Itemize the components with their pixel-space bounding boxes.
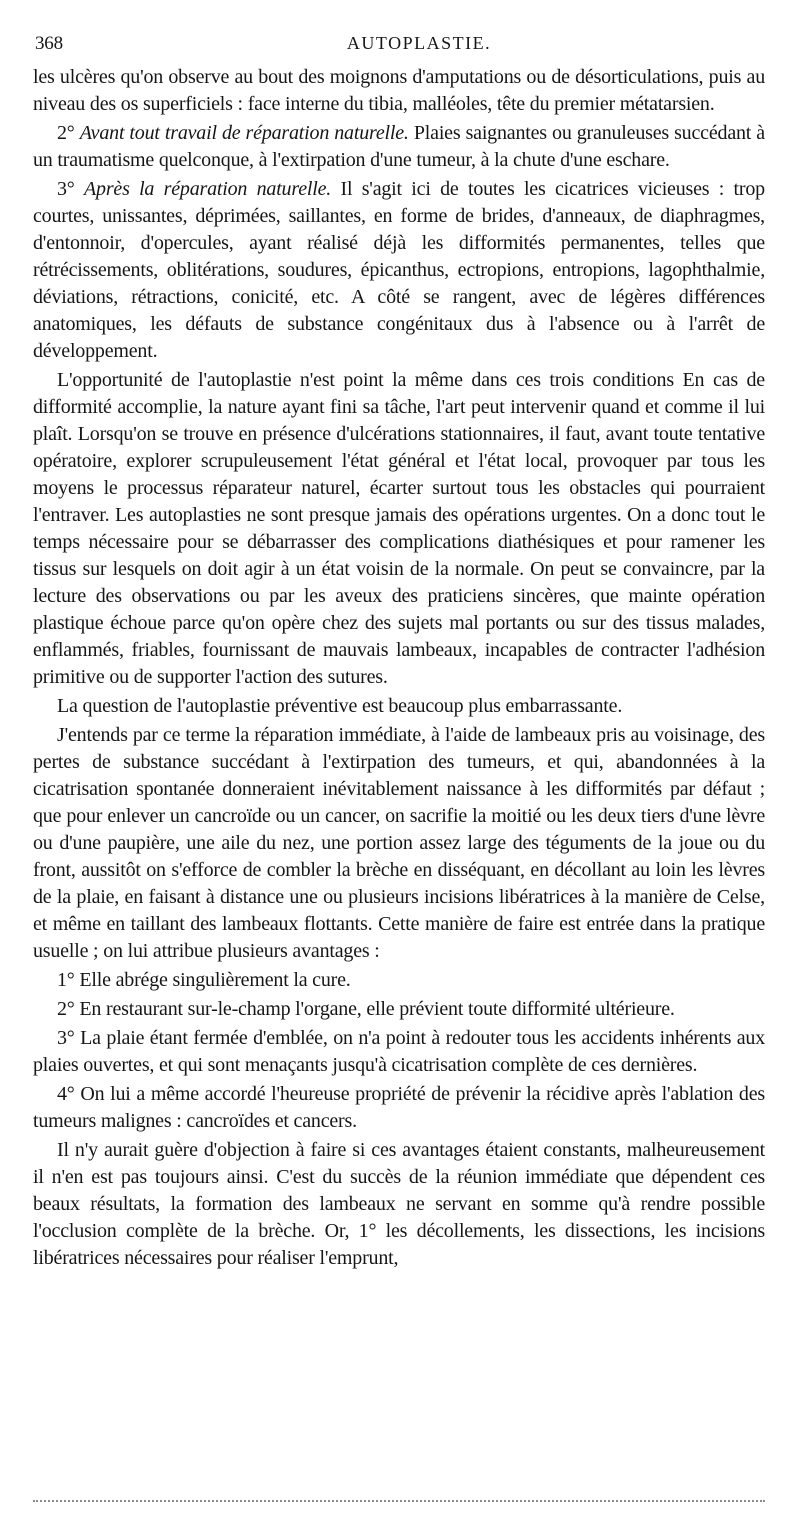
list-item-2: 2° En restaurant sur-le-champ l'organe, elle prévient toute difformité ultérieure.: [57, 998, 675, 1020]
paragraph-5: La question de l'autoplastie préventive est beaucoup plus embarrassante.: [57, 695, 623, 717]
item-heading: Après la réparation naturelle.: [84, 178, 332, 200]
footer-dotted-rule: [33, 1500, 765, 1502]
list-item-3: 3° La plaie étant fermée d'emblée, on n'a point à redouter tous les accidents inhérents aux plaies ouvertes, et qui sont menaçants jusqu'à cicatrisation complète de ces dernières.: [33, 1027, 765, 1076]
item-text: Il s'agit ici de toutes les cicatrices vicieuses : trop courtes, unissantes, déprimées, saillantes, en forme de brides, d'anneaux, de diaphragmes, d'entonnoir, d'opercules, ayant réalisé déjà les difformités permanentes, telles que rétrécissements, oblitérations, soudures, épicanthus, ectropions, entropions, lagophthalmie, déviations, rétractions, conicité, etc. A côté se rangent, avec de légères différences anatomiques, les défauts de substance congénitaux dus à l'absence ou à l'arrêt de développement.: [33, 178, 765, 362]
item-heading: Avant tout travail de réparation naturelle.: [79, 122, 409, 144]
paragraph-3: [33, 176, 765, 365]
paragraph-1: les ulcères qu'on observe au bout des moignons d'amputations ou de désorticulations, puis au niveau des os superficiels : face interne du tibia, malléoles, tête du premier métatarsien.: [33, 66, 765, 115]
list-item-4: 4° On lui a même accordé l'heureuse propriété de prévenir la récidive après l'ablation des tumeurs malignes : cancroïdes et cancers.: [33, 1083, 765, 1132]
item-number: 2°: [57, 122, 75, 144]
paragraph-7: Il n'y aurait guère d'objection à faire si ces avantages étaient constants, malheureusement il n'en est pas toujours ainsi. C'est du succès de la réunion immédiate que dépendent ces beaux résultats, la formation des lambeaux ne servant en somme qu'à rendre possible l'occlusion complète de la brèche. Or, 1° les décollements, les dissections, les incisions libératrices nécessaires pour réaliser l'emprunt,: [33, 1139, 765, 1269]
list-item-1: 1° Elle abrége singulièrement la cure.: [57, 969, 351, 991]
page-header: [33, 30, 765, 60]
paragraph-2: [33, 120, 765, 174]
item-number: 3°: [57, 178, 75, 200]
paragraph-4: L'opportunité de l'autoplastie n'est point la même dans ces trois conditions En cas de difformité accomplie, la nature ayant fini sa tâche, l'art peut intervenir quand et comme il lui plaît. Lorsqu'on se trouve en présence d'ulcérations stationnaires, il faut, avant toute tentative opératoire, explorer scrupuleusement l'état général et l'état local, provoquer par tous les moyens le processus réparateur naturel, écarter surtout tous les obstacles qui pourraient l'entraver. Les autoplasties ne sont presque jamais des opérations urgentes. On a donc tout le temps nécessaire pour se débarrasser des complications diathésiques et pour ramener les tissus sur lesquels on doit agir à un état voisin de la normale. On peut se convaincre, par la lecture des observations ou par les aveux des praticiens sincères, que mainte opération plastique échoue parce qu'on opère chez des sujets mal portants ou sur des tissus malades, enflammés, friables, fournissant de mauvais lambeaux, incapables de contracter l'adhésion primitive ou de supporter l'action des sutures.: [33, 369, 765, 688]
item-text: Plaies saignantes ou granuleuses succédant à un traumatisme quelconque, à l'extirpation d'une tumeur, à la chute d'une eschare.: [33, 122, 765, 171]
paragraph-6: J'entends par ce terme la réparation immédiate, à l'aide de lambeaux pris au voisinage, des pertes de substance succédant à l'extirpation des tumeurs, et qui, abandonnées à la cicatrisation spontanée donneraient inévitablement naissance à les difformités par défaut ; que pour enlever un cancroïde ou un cancer, on sacrifie la moitié ou les deux tiers d'une lèvre ou d'une paupière, une aile du nez, une portion assez large des téguments de la joue ou du front, aussitôt on s'efforce de combler la brèche en disséquant, en décollant au loin les lèvres de la plaie, en faisant à distance une ou plusieurs incisions libératrices à la manière de Celse, et même en taillant des lambeaux flottants. Cette manière de faire est entrée dans la pratique usuelle ; on lui attribue plusieurs avantages :: [33, 724, 765, 962]
running-title: AUTOPLASTIE.: [346, 33, 492, 53]
page-number: 368: [35, 33, 63, 54]
